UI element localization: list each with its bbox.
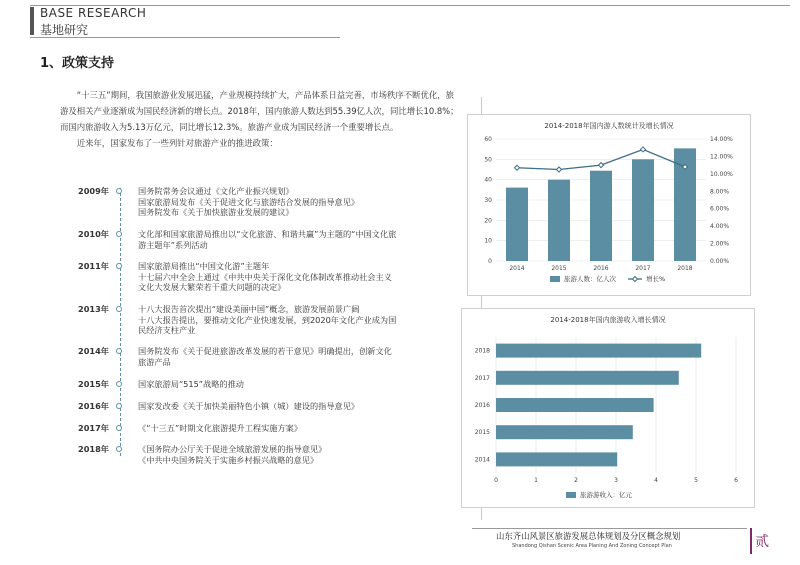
timeline-year: 2015年 [78, 379, 109, 389]
legend-label: 旅游游收入：亿元 [580, 491, 632, 499]
timeline-entry [138, 261, 438, 293]
legend-label-line: 增长% [646, 275, 666, 283]
y-right-tick-label: 14.00% [710, 136, 733, 143]
timeline-dot [116, 306, 122, 312]
x-tick-label: 2018 [677, 265, 693, 272]
footer-rule [472, 528, 747, 529]
y-tick-label: 2015 [474, 429, 490, 437]
x-tick-label: 2017 [635, 265, 651, 272]
timeline-entry-line: 国家旅游局“515”战略的推动 [138, 379, 244, 389]
x-tick-label: 4 [654, 477, 658, 484]
tourist-count-chart [467, 114, 751, 296]
timeline-entry-line: 《国务院办公厅关于促进全域旅游发展的指导意见》 [138, 444, 327, 454]
timeline-entry [138, 229, 438, 250]
intro-paragraph-2: 近来年，国家发布了一些列针对旅游产业的推进政策： [76, 138, 278, 148]
y-tick-label: 2018 [474, 347, 490, 355]
y-tick-label: 2016 [474, 402, 490, 409]
y-left-tick-label: 10 [484, 237, 492, 245]
timeline-entry-line: 民经济支柱产业 [138, 325, 196, 335]
timeline-dot [116, 403, 122, 409]
timeline-year: 2014年 [78, 346, 109, 356]
timeline-dot [116, 231, 122, 237]
timeline-entry-line: 国务院发布《关于加快旅游业发展的建议》 [138, 207, 294, 217]
timeline-dot [116, 425, 122, 431]
legend-label-bar: 旅游人数：亿人次 [564, 275, 616, 283]
page-number: 贰 [755, 534, 769, 550]
timeline-entry-line: 国务院常务会议通过《文化产业振兴规划》 [138, 186, 294, 196]
x-tick-label: 2015 [551, 265, 567, 272]
growth-point [515, 165, 520, 170]
timeline-entry-line: 十八大报告首次提出“建设美丽中国”概念，旅游发展前景广阔 [138, 304, 360, 314]
page-mark [750, 528, 752, 554]
bar [590, 171, 612, 261]
bar [496, 344, 701, 358]
y-right-tick-label: 2.00% [710, 240, 730, 248]
y-left-tick-label: 0 [488, 258, 492, 265]
timeline-entry-line: 十八大报告提出，要推动文化产业快速发展，到2020年文化产业成为国 [138, 314, 397, 325]
growth-point [599, 163, 604, 168]
x-tick-label: 5 [694, 477, 698, 484]
y-tick-label: 2017 [474, 374, 490, 382]
x-tick-label: 1 [534, 477, 538, 484]
y-right-tick-label: 6.00% [710, 205, 730, 213]
timeline-entry-line: 国务院发布《关于促进旅游改革发展的若干意见》明确提出，创新文化 [138, 346, 392, 356]
x-tick-label: 0 [494, 477, 498, 484]
bar [496, 425, 633, 439]
timeline-entry-line: 国家发改委《关于加快美丽特色小镇（城）建设的指导意见》 [138, 401, 360, 411]
chart-1-title: 2014-2018年国内游人数统计及增长情况 [544, 122, 674, 130]
legend-marker-line [633, 277, 638, 282]
legend-swatch [566, 492, 576, 498]
y-tick-label: 2014 [474, 456, 490, 464]
intro-paragraph-1: “十三五”期间，我国旅游业发展迅猛，产业规模持续扩大，产品体系日益完善，市场秩序不断优化，旅游及相关产业逐渐成为国民经济新的增长点。2018年，国内旅游人数达到55.39亿人次，同比增长10.8%；而国内旅游收入为5.13万亿元，同比增长12.3%。旅游产业成为国民经济一个重要增长点。 [60, 90, 459, 132]
x-tick-label: 2 [574, 477, 578, 484]
timeline-dot [116, 188, 122, 194]
timeline-dot [116, 348, 122, 354]
timeline-entry [138, 304, 438, 336]
chart-2-title: 2014-2018年国内旅游收入增长情况 [550, 316, 666, 324]
y-right-tick-label: 8.00% [710, 188, 730, 196]
timeline-entry-line: 十七届六中全会上通过《中共中央关于深化文化体制改革推动社会主义 [138, 271, 392, 282]
y-left-tick-label: 30 [484, 197, 492, 204]
chart-1-svg [468, 115, 750, 295]
y-right-tick-label: 10.00% [710, 170, 733, 178]
timeline-dot [116, 381, 122, 387]
timeline-year: 2013年 [78, 304, 109, 314]
header-bottom-rule [30, 37, 340, 38]
timeline-entry-line: 旅游产品 [138, 356, 171, 367]
header-brand: BASE RESEARCH [40, 6, 147, 20]
timeline-year: 2018年 [78, 444, 109, 454]
timeline-entry-line: 国家旅游局推出“中国文化游”主题年 [138, 261, 270, 271]
bar [496, 371, 679, 385]
timeline-entry [138, 379, 438, 390]
y-right-tick-label: 0.00% [710, 258, 730, 265]
x-tick-label: 2014 [509, 265, 525, 272]
tourism-revenue-chart [461, 308, 755, 508]
section-title: 1、政策支持 [40, 56, 115, 71]
bar [496, 452, 617, 466]
timeline-entry-line: 《中共中央国务院关于实施乡村振兴战略的意见》 [138, 454, 319, 465]
legend-swatch-bar [550, 276, 560, 282]
y-left-tick-label: 50 [484, 156, 492, 164]
chart-2-svg [462, 309, 754, 507]
timeline-entry [138, 346, 438, 367]
growth-point [641, 147, 646, 152]
timeline-entry [138, 401, 438, 412]
timeline-axis [120, 188, 121, 456]
y-left-tick-label: 20 [484, 217, 492, 225]
timeline-entry [138, 444, 438, 465]
timeline-entry-line: 文化部和国家旅游局推出以“文化旅游、和谐共赢”为主题的“中国文化旅 [138, 229, 397, 239]
timeline-year: 2010年 [78, 229, 109, 239]
intro-text [60, 87, 460, 151]
bar [548, 180, 570, 261]
x-tick-label: 6 [734, 477, 738, 484]
y-left-tick-label: 40 [484, 176, 492, 184]
timeline-entry [138, 186, 438, 218]
y-left-tick-label: 60 [484, 136, 492, 143]
bar [496, 398, 654, 412]
timeline-year: 2017年 [78, 423, 109, 433]
x-tick-label: 3 [614, 477, 618, 484]
bar [506, 188, 528, 261]
timeline-dot [116, 263, 122, 269]
timeline-entry-line: 《“十三五”时期文化旅游提升工程实施方案》 [138, 423, 303, 433]
bar [632, 159, 654, 261]
timeline-year: 2009年 [78, 186, 109, 196]
timeline-dot [116, 446, 122, 452]
timeline-entry-line: 文化大发展大繁荣若干重大问题的决定》 [138, 282, 286, 292]
y-right-tick-label: 12.00% [710, 153, 733, 161]
x-tick-label: 2016 [593, 265, 609, 272]
timeline-year: 2011年 [78, 261, 109, 271]
timeline-entry-line: 游主题年”系列活动 [138, 239, 208, 250]
timeline-entry [138, 423, 438, 434]
growth-point [557, 167, 562, 172]
header-accent-bar [30, 7, 34, 35]
footer-subtitle: Shandong Qishan Scenic Area Planing And Zoning Concept Plan [512, 543, 672, 549]
header-subtitle: 基地研究 [40, 23, 89, 37]
y-right-tick-label: 4.00% [710, 223, 730, 231]
timeline-year: 2016年 [78, 401, 109, 411]
footer-title: 山东齐山风景区旅游发展总体规划及分区概念规划 [496, 531, 681, 541]
timeline-entry-line: 国家旅游局发布《关于促进文化与旅游结合发展的指导意见》 [138, 196, 360, 207]
